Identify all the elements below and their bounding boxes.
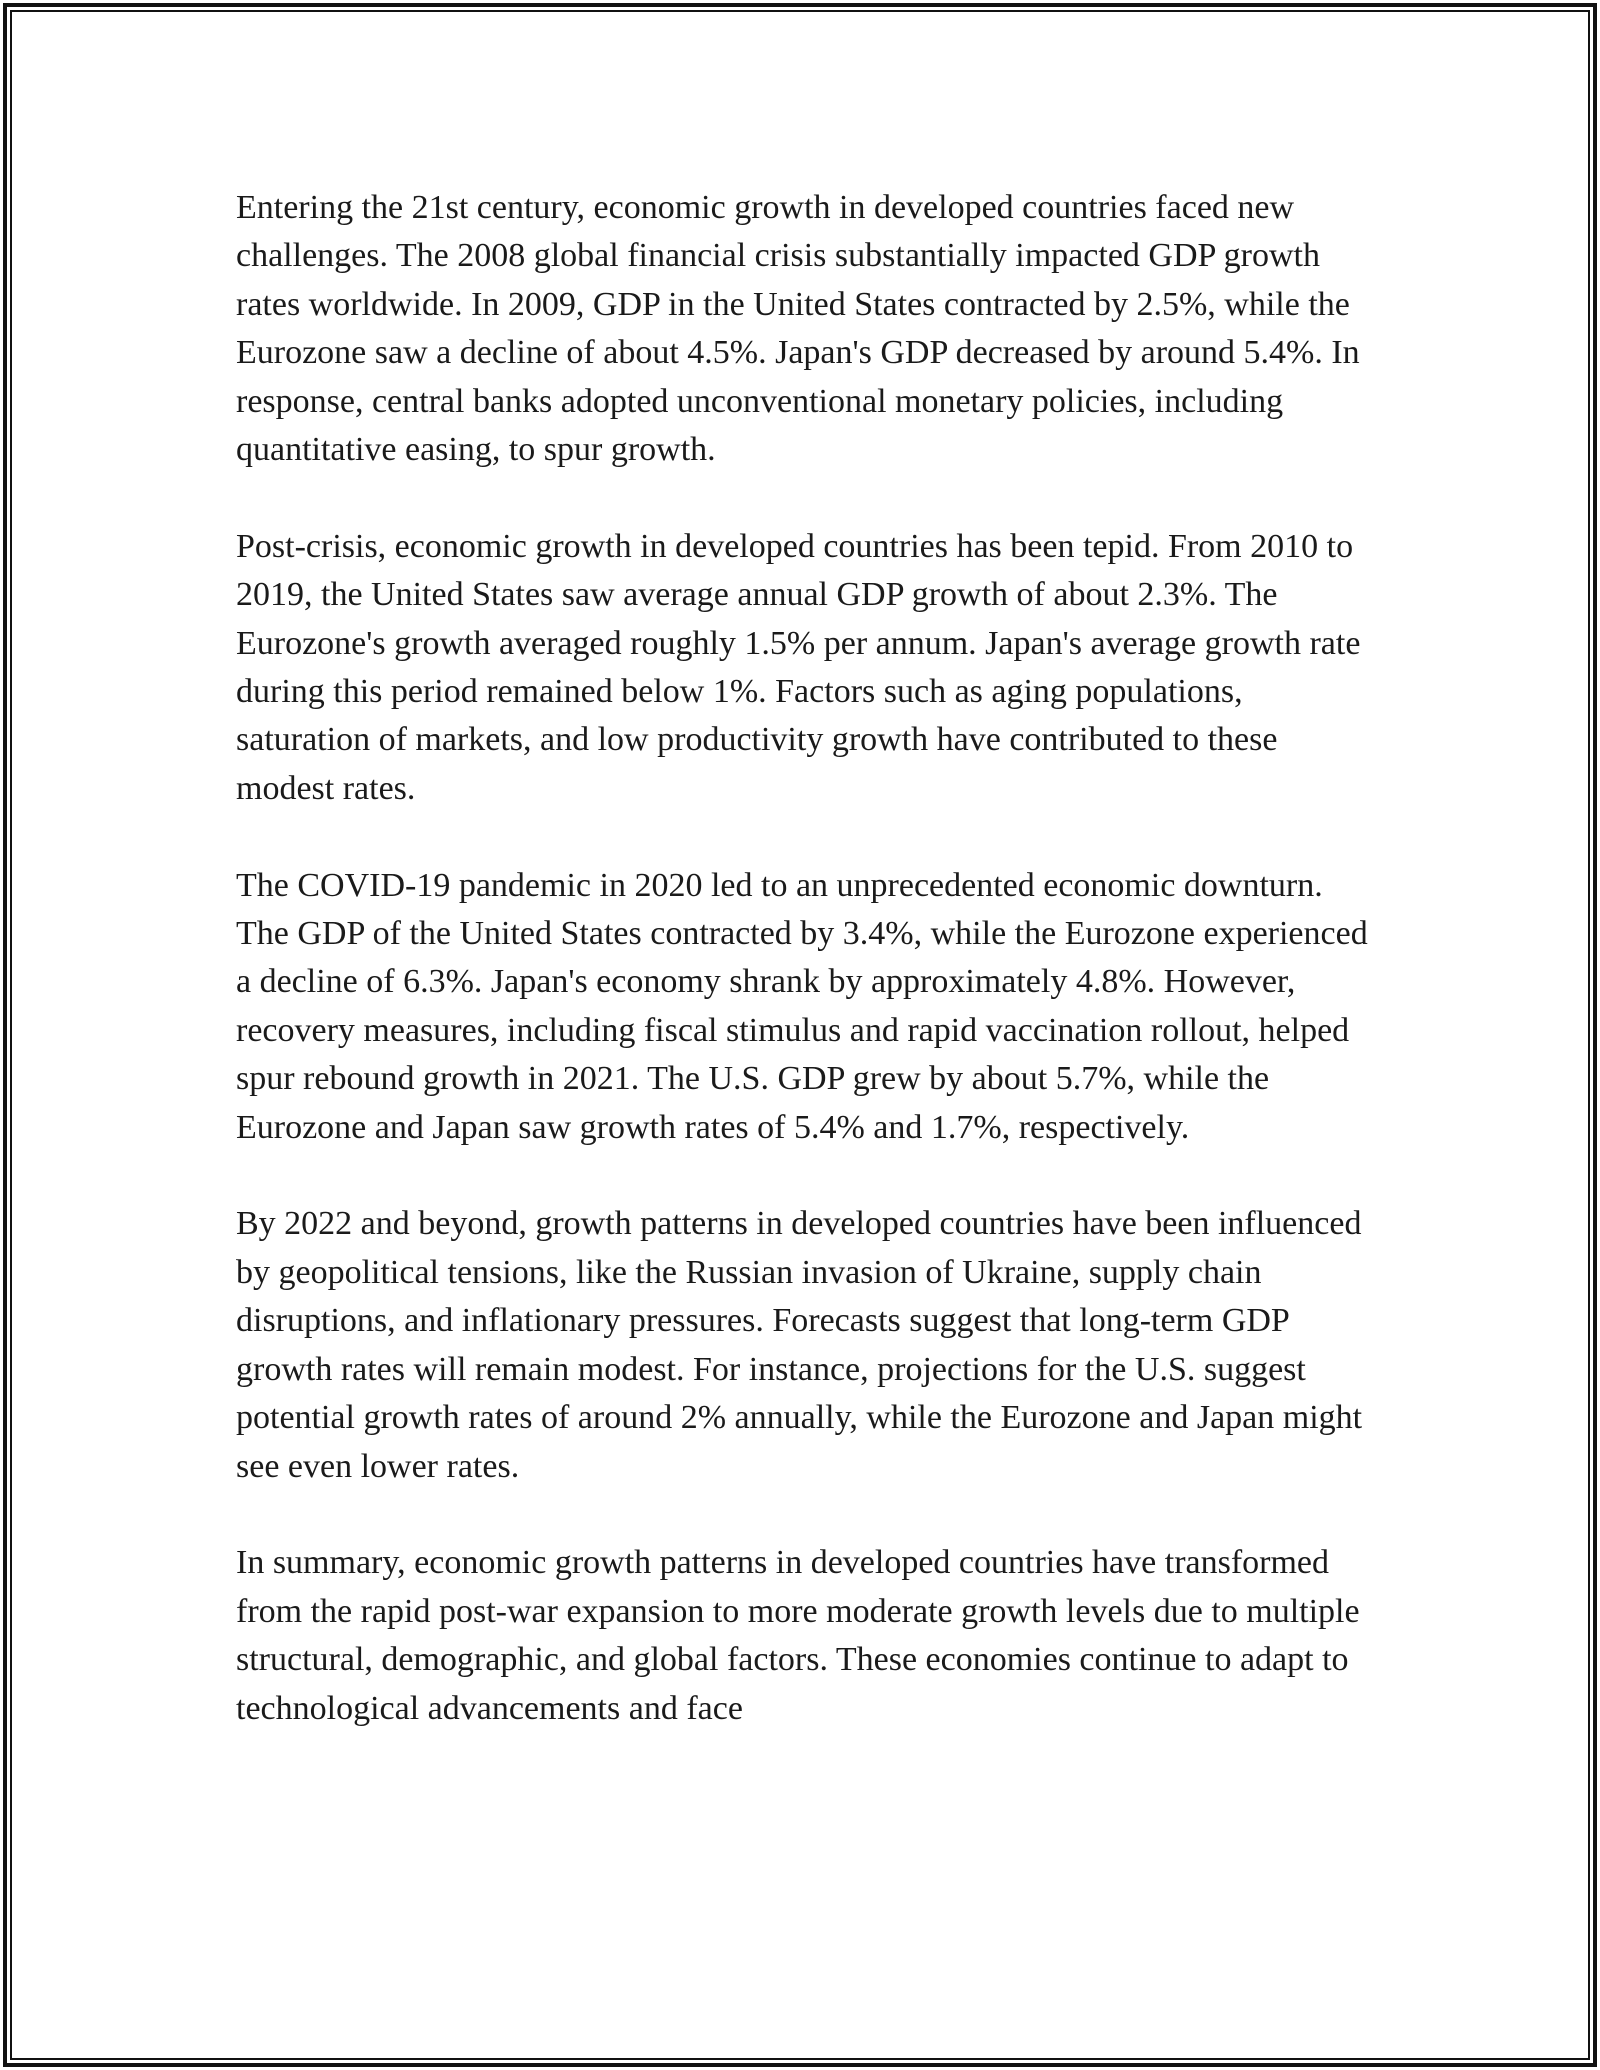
paragraph-covid-19-downturn: The COVID-19 pandemic in 2020 led to an unprecedented economic downturn. The GDP of the United States contracted by 3.4%, while the Eurozone experienced a decline of 6.3%. Japan's economy shrank by approximately 4.8%. However, recovery measures, including fiscal stimulus and rapid vaccination rollout, helped spur rebound growth in 2021. The U.S. GDP grew by about 5.7%, while the Eurozone and Japan saw growth rates of 5.4% and 1.7%, respectively. (236, 866, 1368, 1146)
document-body (236, 184, 1376, 1781)
paragraph-summary: In summary, economic growth patterns in developed countries have transformed from the rapid post-war expansion to more moderate growth levels due to multiple structural, demographic, and global factors. These economies continue to adapt to technological advancements and face (236, 1544, 1360, 1727)
paragraph-2022-and-beyond: By 2022 and beyond, growth patterns in developed countries have been influenced by geopolitical tensions, like the Russian invasion of Ukraine, supply chain disruptions, and inflationary pressures. Forecasts suggest that long-term GDP growth rates will remain modest. For instance, projections for the U.S. suggest potential growth rates of around 2% annually, while the Eurozone and Japan might see even lower rates. (236, 1205, 1363, 1485)
paragraph-post-crisis-growth: Post-crisis, economic growth in developed countries has been tepid. From 2010 to 2019, the United States saw average annual GDP growth of about 2.3%. The Eurozone's growth averaged roughly 1.5% per annum. Japan's average growth rate during this period remained below 1%. Factors such as aging populations, saturation of markets, and low productivity growth have contributed to these modest rates. (236, 527, 1361, 807)
paragraph-2008-financial-crisis: Entering the 21st century, economic growth in developed countries faced new challenges. The 2008 global financial crisis substantially impacted GDP growth rates worldwide. In 2009, GDP in the United States contracted by 2.5%, while the Eurozone saw a decline of about 4.5%. Japan's GDP decreased by around 5.4%. In response, central banks adopted unconventional monetary policies, including quantitative easing, to spur growth. (236, 189, 1360, 469)
